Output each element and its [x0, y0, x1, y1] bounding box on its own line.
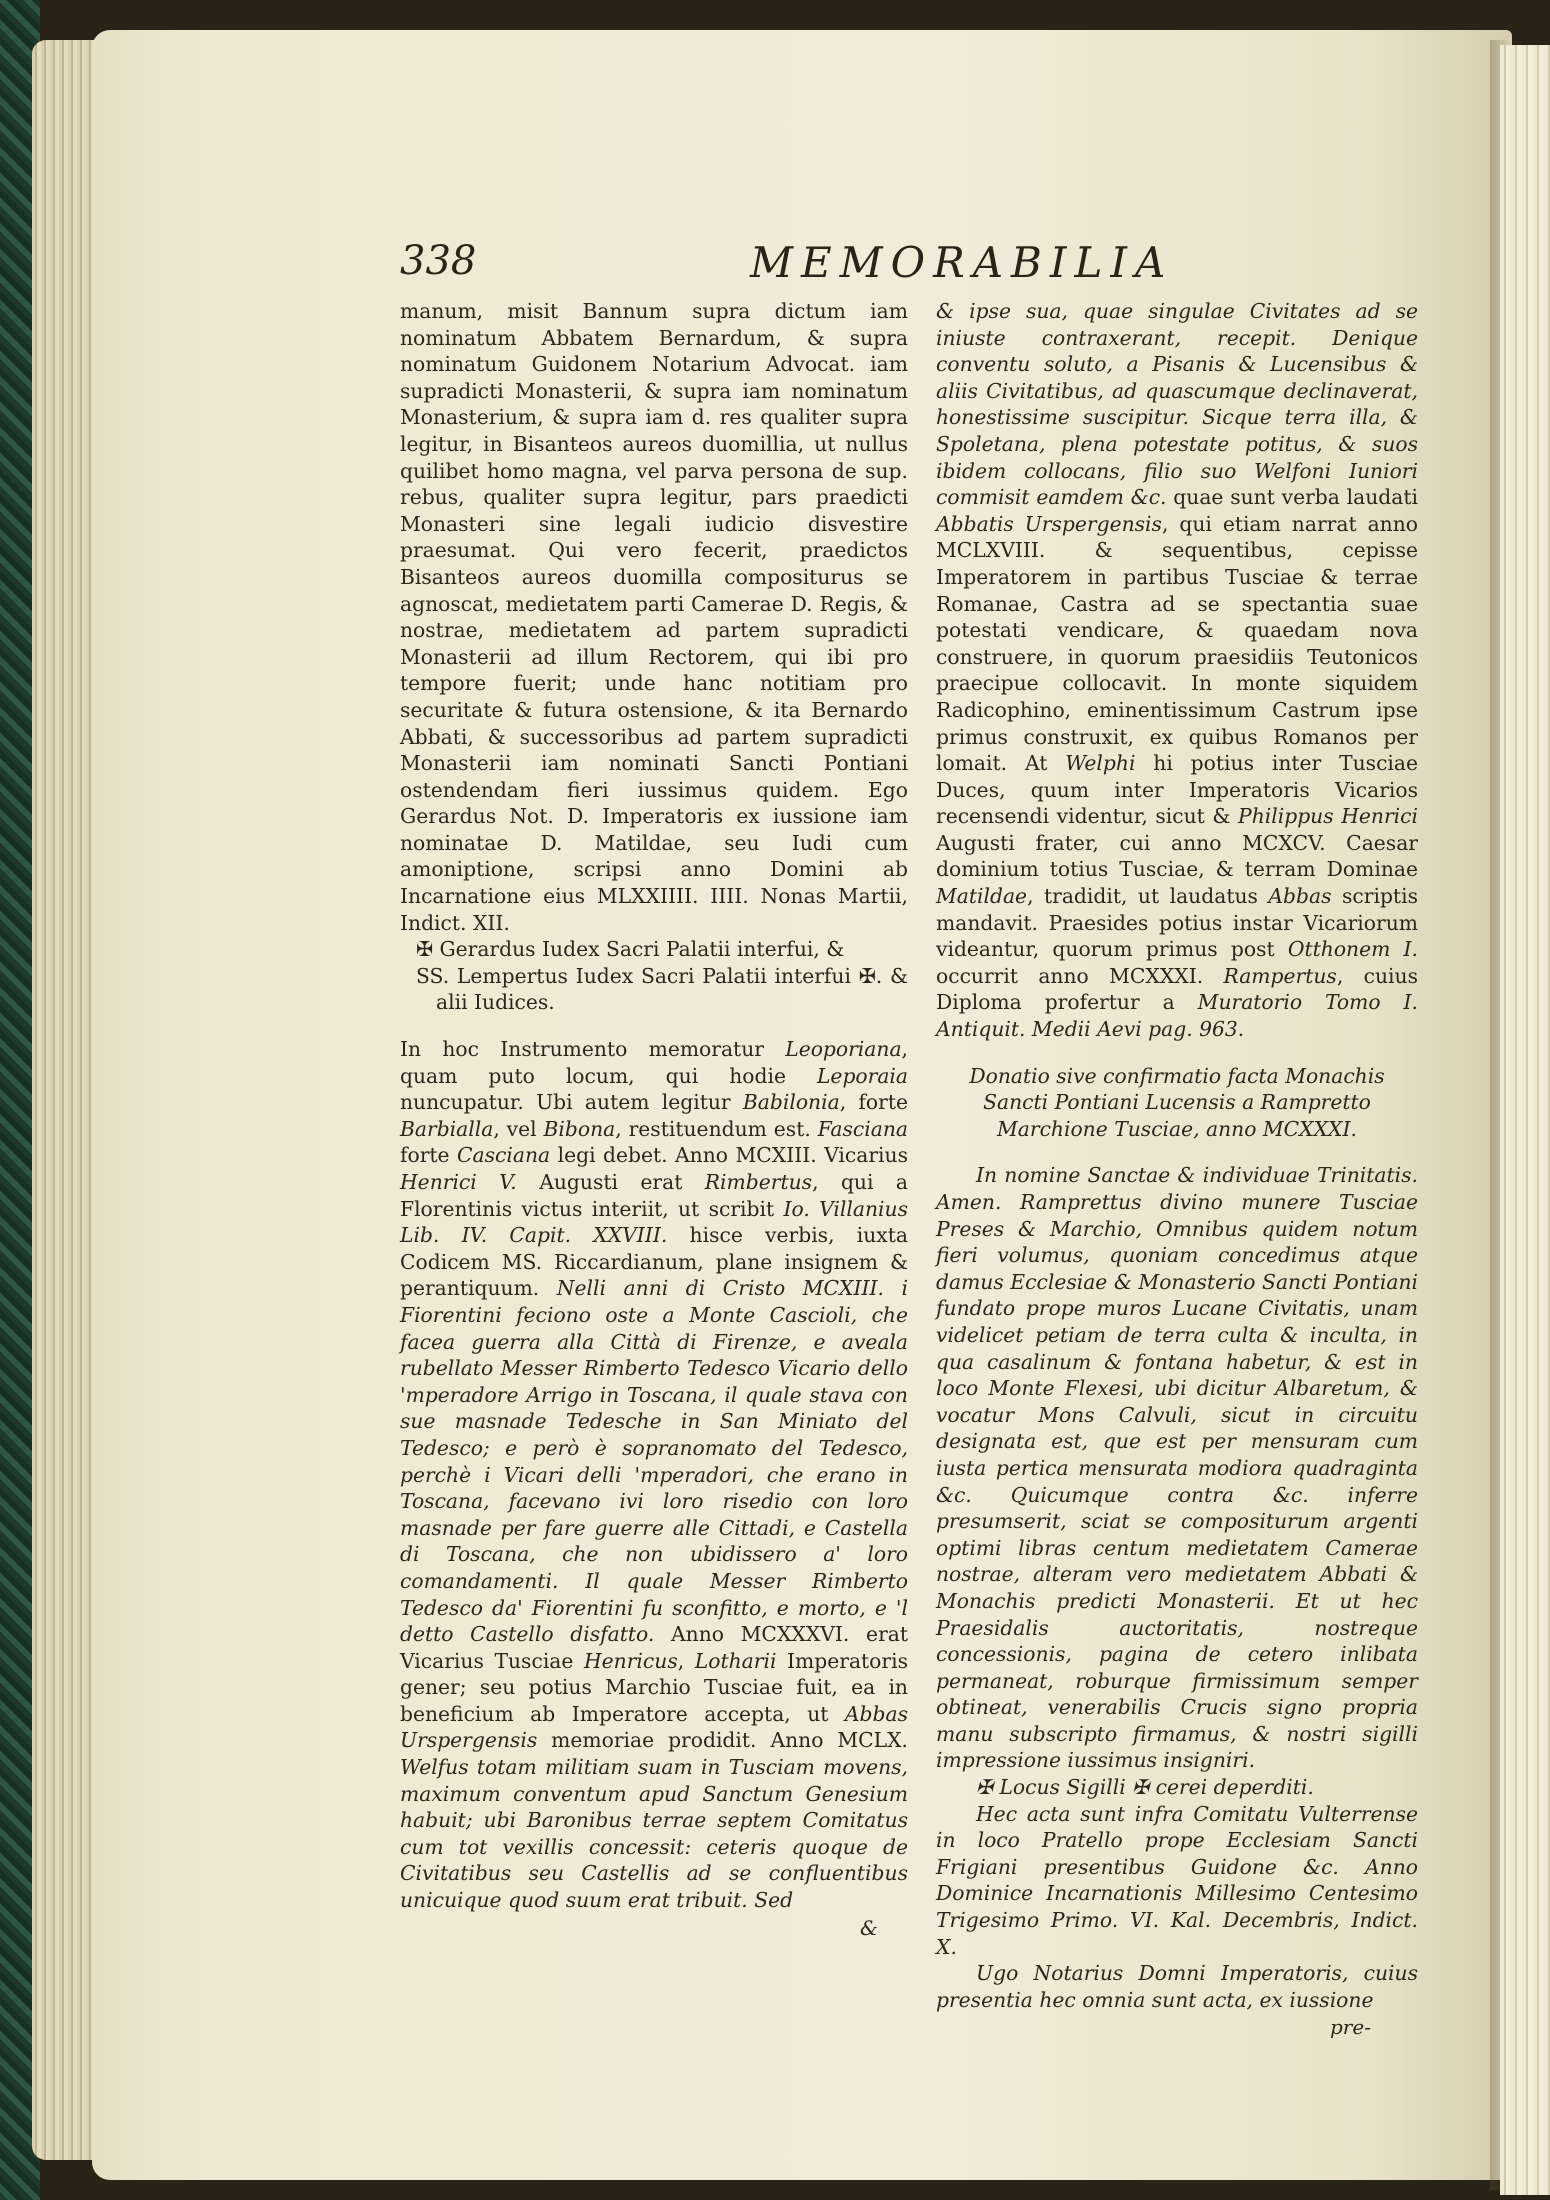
- left-column: [400, 298, 908, 1914]
- signature-gerardus: ✠ Gerardus Iudex Sacri Palatii interfui, &: [416, 937, 845, 962]
- villani-quote: Nelli anni di Cristo MCXIII. i Fiorentini feciono oste a Monte Cascioli, che facea guerra alla Città di Firenze, e aveala rubellato Messer Rimberto Tedesco Vicario dello 'mperadore Arrigo in Toscana, il quale stava con sue masnade Tedesche in San Miniato del Tedesco; e però è sopranomato del Tedesco, perchè i Vicari delli 'mperadori, che erano in Toscana, facevano ivi loro risedio con loro masnade per fare guerre alle Cittadi, e Castella di Toscana, che non ubidissero a' loro comandamenti. Il quale Messer Rimberto Tedesco da' Fiorentini fu sconfitto, e morto, e 'l detto Castello disfatto.: [400, 1276, 908, 1647]
- signature-lempertus: SS. Lempertus Iudex Sacri Palatii interfui ✠. & alii Iudices.: [416, 963, 908, 1015]
- section-heading: Donatio sive confirmatio facta Monachis Sancti Pontiani Lucensis a Rampretto Marchione Tusciae, anno MCXXXI.: [969, 1063, 1385, 1141]
- notary-clause: Ugo Notarius Domni Imperatoris, cuius presentia hec omnia sunt acta, ex iussione: [936, 1961, 1418, 2012]
- catchword-right: pre-: [1330, 2015, 1371, 2039]
- seal-note: ✠ Locus Sigilli ✠ cerei deperditi.: [976, 1775, 1314, 1800]
- page-edges-right: [1500, 45, 1550, 2195]
- page-header: [400, 238, 1400, 288]
- charter-text: manum, misit Bannum supra dictum iam nominatum Abbatem Bernardum, & supra nominatum Guidonem Notarium Advocat. iam supradicti Monasterii, & supra iam nominatum Monasterium, & supra iam d. res qualiter supra legitur, in Bisanteos aureos duomillia, ut nullus quilibet homo magna, vel parva persona de sup. rebus, qualiter supra legitur, pars praedicti Monasteri sine legali iudicio disvestire praesumat. Qui vero fecerit, praedictos Bisanteos aureos duomilla compositurus se agnoscat, medietatem parti Camerae D. Regis, & nostrae, medietatem ad partem supradicti Monasterii ad illum Rectorem, qui ibi pro tempore fuerit; unde hanc notitiam pro securitate & futura ostensione, & ita Bernardo Abbati, & successoribus ad partem supradicti Monasterii iam nominati Sancti Pontiani ostendendam fieri iussimus quidem. Ego Gerardus Not. D. Imperatoris ex iussione iam nominatae D. Matildae, seu Iudi cum amoniptione, scripsi anno Domini ab Incarnatione eius MLXXIIII. IIII. Nonas Martii, Indict. XII.: [400, 299, 908, 935]
- welf-paragraph: & ipse sua, quae singulae Civitates ad se iniuste contraxerant, recepit. Denique conventu soluto, a Pisanis & Lucensibus & aliis Civitatibus, ad quascumque declinaverat, honestissime suscipitur. Sicque terra illa, & Spoletana, plena potestate potitus, & suos ibidem collocans, filio suo Welfoni Iuniori commisit eamdem &c. quae sunt verba laudati Abbatis Urspergensis, qui etiam narrat anno MCLXVIII. & sequentibus, cepisse Imperatorem in partibus Tusciae & terrae Romanae, Castra ad se spectantia suae potestati vendicare, & quaedam nova construere, in quorum praesidiis Teutonicos praecipue collocavit. In monte siquidem Radicophino, eminentissimum Castrum ipse primus construxit, ex quibus Romanos per lomait. At Welphi hi potius inter Tusciae Duces, quum inter Imperatoris Vicarios recensendi videntur, sicut & Philippus Henrici Augusti frater, cui anno MCXCV. Caesar dominium totius Tusciae, & terram Dominae Matildae, tradidit, ut laudatus Abbas scriptis mandavit. Praesides potius instar Vicariorum videantur, quorum primus post Otthonem I. occurrit anno MCXXXI. Rampertus, cuius Diploma profertur a Muratorio Tomo I. Antiquit. Medii Aevi pag. 963.: [936, 299, 1419, 1042]
- donation-charter: In nomine Sanctae & individuae Trinitatis. Amen. Ramprettus divino munere Tusciae Preses & Marchio, Omnibus quidem notum fieri volumus, quoniam concedimus atque damus Ecclesiae & Monasterio Sancti Pontiani fundato prope muros Lucane Civitatis, unam videlicet petiam de terra culta & inculta, in qua casalinum & fontana habetur, & est in loco Monte Flexesi, ubi dicitur Albaretum, & vocatur Mons Calvuli, sicut in circuitu designata est, que est per mensuram cum iusta pertica mensurata modiora quadraginta &c. Quicumque contra &c. inferre presumserit, sciat se compositurum argenti optimi libras centum medietatem Camerae nostrae, alteram vero medietatem Abbati & Monachis predicti Monasterii. Et ut hec Praesidalis auctoritatis, nostreque concessionis, pagina de cetero inlibata permaneat, roburque firmissimum semper obtineat, venerabilis Crucis signo propria manu subscripto firmamus, & nostri sigilli impressione iussimus insigniri.: [936, 1163, 1418, 1773]
- catchword-left: &: [860, 1916, 878, 1940]
- right-column: [936, 298, 1418, 2013]
- running-title: MEMORABILIA: [750, 238, 1174, 287]
- page-number: 338: [400, 238, 477, 284]
- commentary-paragraph: In hoc Instrumento memoratur Leoporiana, quam puto locum, qui hodie Leporaia nuncupatur. Ubi autem legitur Babilonia, forte Barbialla, vel Bibona, restituendum est. Fasciana forte Casciana legi debet. Anno MCXIII. Vicarius Henrici V. Augusti erat Rimbertus, qui a Florentinis victus interiit, ut scribit Io. Villanius Lib. IV. Capit. XXVIII. hisce verbis, iuxta Codicem MS. Riccardianum, plane insignem & perantiquum. Nelli anni di Cristo MCXIII. i Fiorentini feciono oste a Monte Cascioli, che facea guerra alla Città di Firenze, e aveala rubellato Messer Rimberto Tedesco Vicario dello 'mperadore Arrigo in Toscana, il quale stava con sue masnade Tedesche in San Miniato del Tedesco; e però è sopranomato del Tedesco, perchè i Vicari delli 'mperadori, che erano in Toscana, facevano ivi loro risedio con loro masnade per fare guerre alle Cittadi, e Castella di Toscana, che non ubidissero a' loro comandamenti. Il quale Messer Rimberto Tedesco da' Fiorentini fu sconfitto, e morto, e 'l detto Castello disfatto. Anno MCXXXVI. erat Vicarius Tusciae Henricus, Lotharii Imperatoris gener; seu potius Marchio Tusciae fuit, ea in beneficium ab Imperatore accepta, ut Abbas Urspergensis memoriae prodidit. Anno MCLX. Welfus totam militiam suam in Tusciam movens, maximum conventum apud Sanctum Genesium habuit; ubi Baronibus terrae septem Comitatus cum tot vexillis concessit: ceteris quoque de Civitatibus seu Castellis ad se confluentibus unicuique quod suum erat tribuit. Sed: [400, 1037, 909, 1913]
- dating-clause: Hec acta sunt infra Comitatu Vulterrense in loco Pratello prope Ecclesiam Sancti Frigiani presentibus Guidone &c. Anno Dominice Incarnationis Millesimo Centesimo Trigesimo Primo. VI. Kal. Decembris, Indict. X.: [936, 1801, 1418, 1959]
